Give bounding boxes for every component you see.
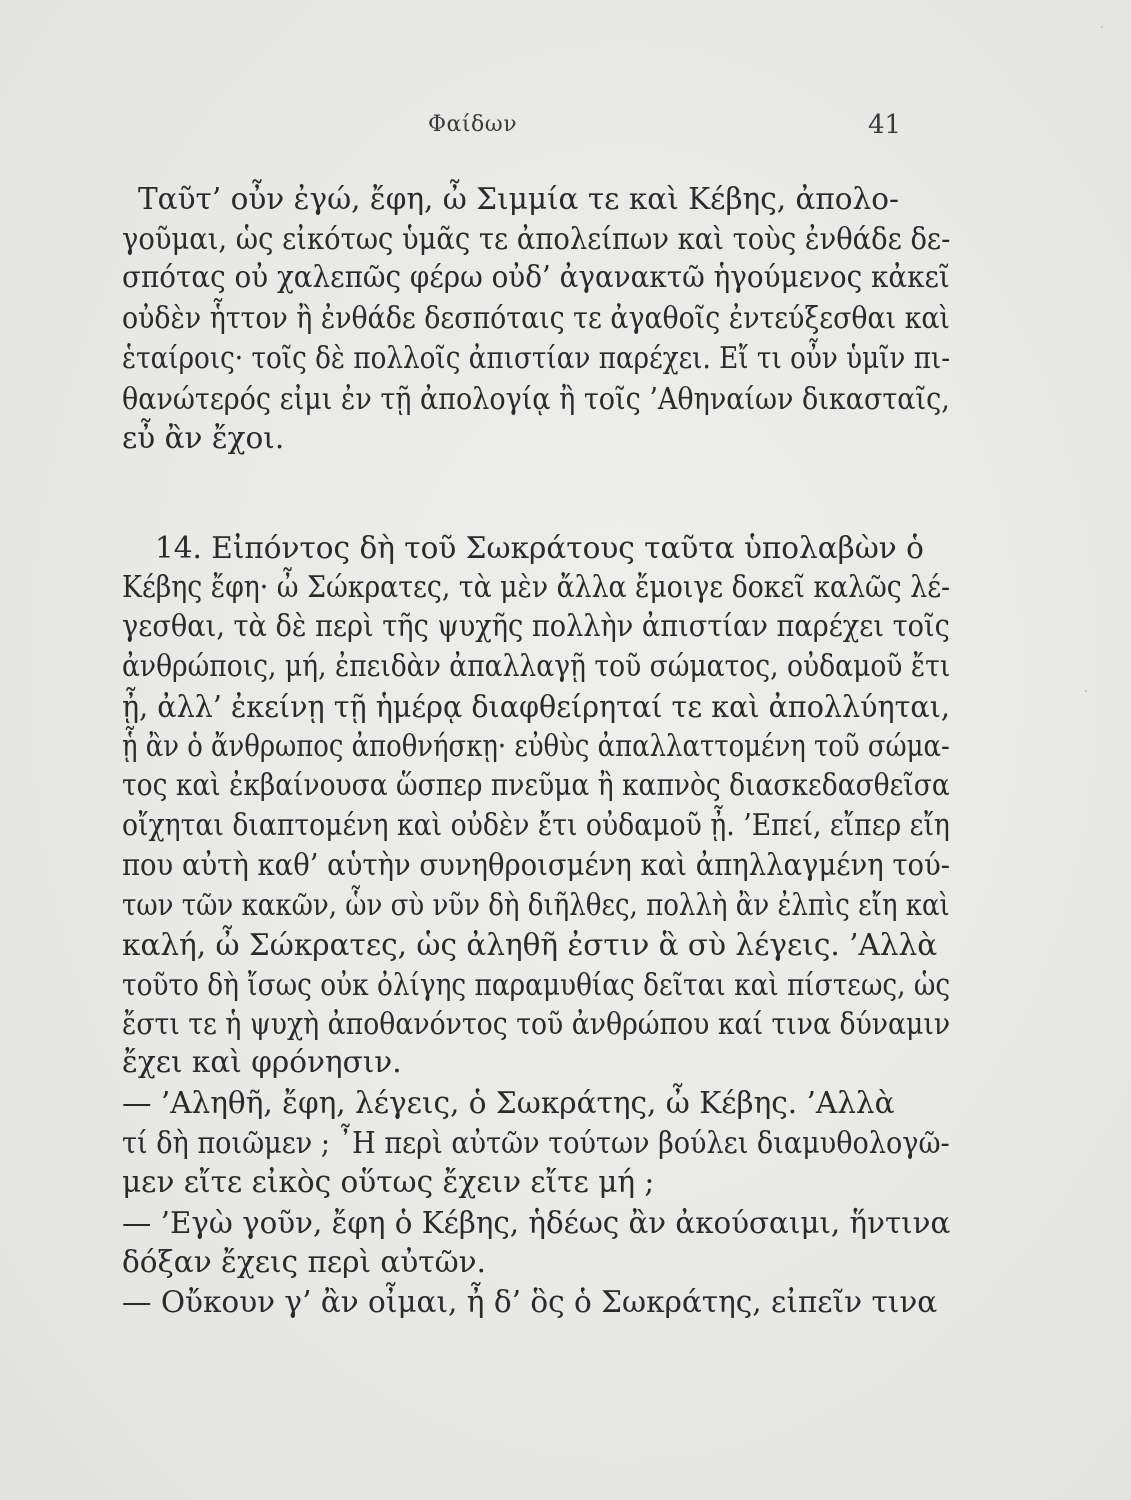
text-line: ᾖ, ἀλλ’ ἐκείνῃ τῇ ἡμέρᾳ διαφθείρηταί τε καὶ ἀπολλύηται, bbox=[122, 690, 950, 724]
text-line: ἔχει καὶ φρόνησιν. bbox=[122, 1045, 402, 1079]
text-line: των τῶν κακῶν, ὧν σὺ νῦν δὴ διῆλθες, πολλὴ ἂν ἐλπὶς εἴη καὶ bbox=[122, 888, 950, 922]
text-line: σπότας οὐ χαλεπῶς φέρω οὐδ’ ἀγανακτῶ ἡγούμενος κἀκεῖ bbox=[122, 260, 950, 294]
text-line: οἴχηται διαπτομένη καὶ οὐδὲν ἔτι οὐδαμοῦ ᾖ. ’Επεί, εἴπερ εἴη bbox=[122, 808, 950, 842]
text-line: μεν εἴτε εἰκὸς οὕτως ἔχειν εἴτε μή ; bbox=[122, 1165, 655, 1199]
text-line: καλή, ὦ Σώκρατες, ὡς ἀληθῆ ἐστιν ἃ σὺ λέγεις. ’Αλλὰ bbox=[122, 928, 938, 962]
dialogue-line: — Οὔκουν γ’ ἂν οἶμαι, ἦ δ’ ὃς ὁ Σωκράτης, εἰπεῖν τινα bbox=[122, 1285, 938, 1319]
text-line: εὖ ἂν ἔχοι. bbox=[122, 421, 285, 455]
section-14-first-line: 14. Εἰπόντος δὴ τοῦ Σωκράτους ταῦτα ὑπολαβὼν ὁ bbox=[155, 531, 924, 565]
text-line: τί δὴ ποιῶμεν ; ῏Η περὶ αὐτῶν τούτων βούλει διαμυθολογῶ- bbox=[122, 1126, 950, 1160]
text-line: Ταῦτ’ οὖν ἐγώ, ἔφη, ὦ Σιμμία τε καὶ Κέβης, ἀπολο- bbox=[138, 182, 899, 216]
text-line: γεσθαι, τὰ δὲ περὶ τῆς ψυχῆς πολλὴν ἀπιστίαν παρέχει τοῖς bbox=[122, 609, 950, 643]
text-line: ἀνθρώποις, μή, ἐπειδὰν ἀπαλλαγῇ τοῦ σώματος, οὐδαμοῦ ἔτι bbox=[122, 649, 951, 683]
dialogue-line: — ’Εγὼ γοῦν, ἔφη ὁ Κέβης, ἡδέως ἂν ἀκούσαιμι, ἥντινα bbox=[122, 1206, 951, 1240]
dialogue-line: — ’Αληθῆ, ἔφη, λέγεις, ὁ Σωκράτης, ὦ Κέβης. ’Αλλὰ bbox=[122, 1086, 895, 1120]
running-title: Φαίδων bbox=[428, 112, 518, 137]
text-line: δόξαν ἔχεις περὶ αὐτῶν. bbox=[122, 1245, 486, 1279]
text-line: ᾗ ἂν ὁ ἄνθρωπος ἀποθνήσκῃ· εὐθὺς ἀπαλλαττομένη τοῦ σώμα- bbox=[122, 729, 950, 763]
text-line: ἔστι τε ἡ ψυχὴ ἀποθανόντος τοῦ ἀνθρώπου καί τινα δύναμιν bbox=[122, 1007, 951, 1041]
paper-speck bbox=[1085, 690, 1087, 692]
page-number: 41 bbox=[868, 110, 902, 140]
text-line: που αὐτὴ καθ’ αὑτὴν συνηθροισμένη καὶ ἀπηλλαγμένη τού- bbox=[122, 848, 951, 882]
text-line: οὐδὲν ἧττον ἢ ἐνθάδε δεσπόταις τε ἀγαθοῖς ἐντεύξεσθαι καὶ bbox=[122, 301, 950, 335]
paper-speck bbox=[1101, 26, 1103, 28]
text-line: τοῦτο δὴ ἴσως οὐκ ὀλίγης παραμυθίας δεῖται καὶ πίστεως, ὡς bbox=[122, 968, 951, 1002]
text-line: γοῦμαι, ὡς εἰκότως ὑμᾶς τε ἀπολείπων καὶ τοὺς ἐνθάδε δε- bbox=[122, 222, 951, 256]
text-line: θανώτερός εἰμι ἐν τῇ ἀπολογίᾳ ἢ τοῖς ’Αθηναίων δικασταῖς, bbox=[122, 382, 950, 416]
text-line: τος καὶ ἐκβαίνουσα ὥσπερ πνεῦμα ἢ καπνὸς διασκεδασθεῖσα bbox=[122, 768, 950, 802]
text-line: Κέβης ἔφη· ὦ Σώκρατες, τὰ μὲν ἄλλα ἔμοιγε δοκεῖ καλῶς λέ- bbox=[122, 570, 951, 604]
text-line: ἑταίροις· τοῖς δὲ πολλοῖς ἀπιστίαν παρέχει. Εἴ τι οὖν ὑμῖν πι- bbox=[122, 341, 951, 375]
